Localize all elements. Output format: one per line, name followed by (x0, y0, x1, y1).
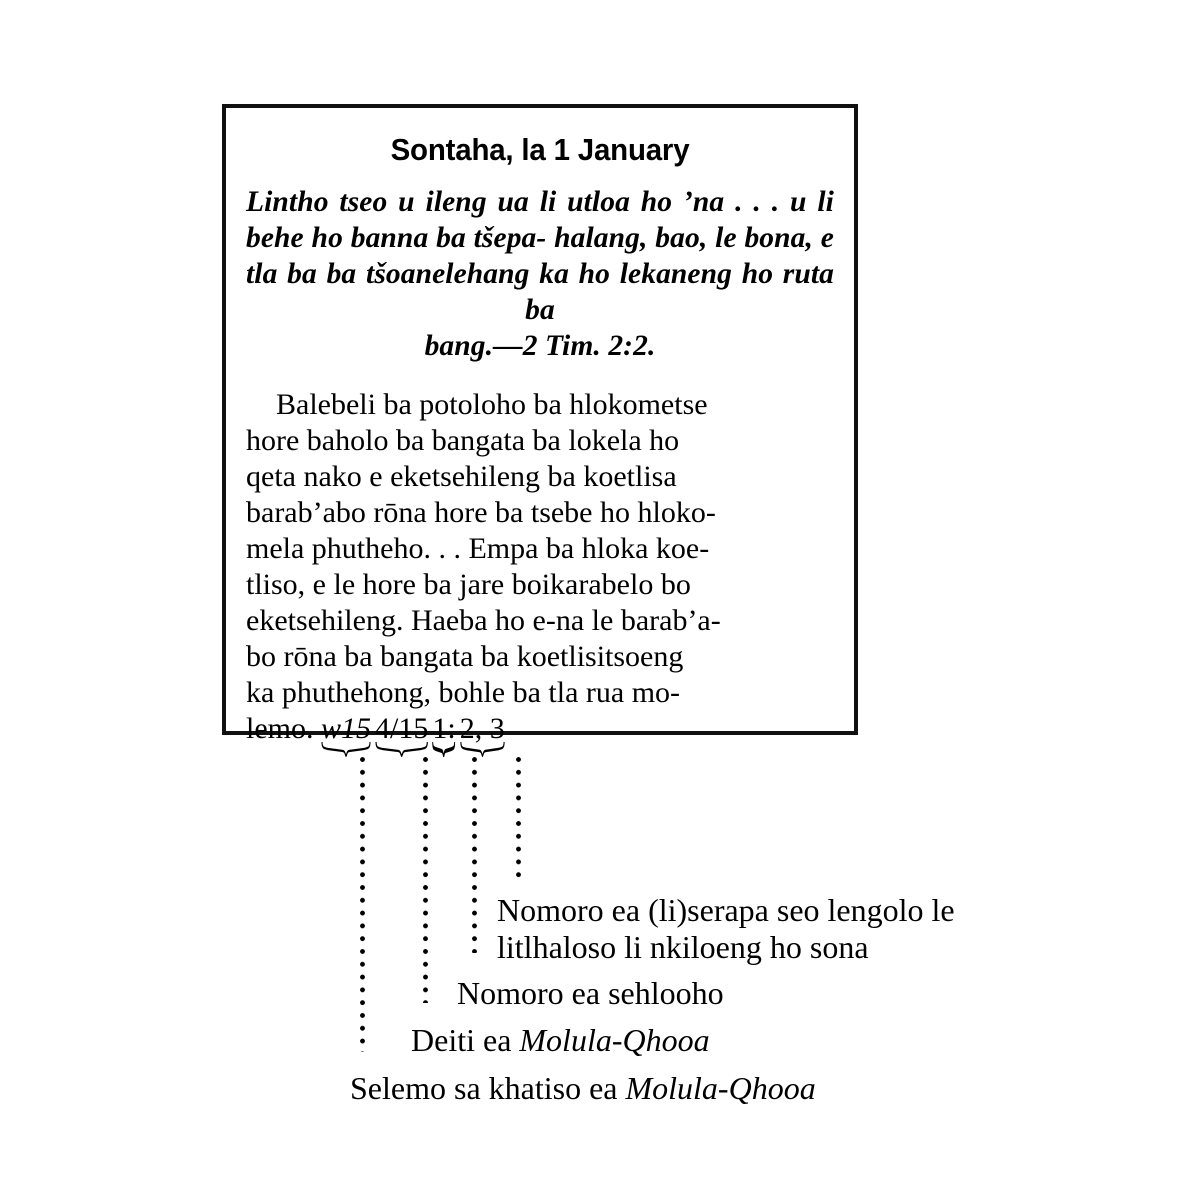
body-line-5: mela phutheho. . . Empa ba hloka koe- (246, 532, 710, 566)
citation-page-group (432, 711, 455, 747)
body-line-1: Balebeli ba potoloho ba hlokometse (276, 388, 708, 422)
citation-page-number: 1: (432, 712, 456, 746)
theme-line-1: Lintho tseo u ileng ua li utloa ho ’na (246, 186, 725, 219)
body-line-10-prefix: lemo. (246, 712, 314, 746)
leader-line-date (423, 757, 428, 1003)
day-text-box (222, 104, 858, 746)
theme-line-2: . . . u li behe ho banna ba tšepa- (246, 186, 834, 255)
annotation-issue-date-prefix: Deiti ea (411, 1022, 520, 1058)
page-title: Sontaha, la 1 January (390, 132, 690, 167)
theme-scripture-citation: bang.—2 Tim. 2:2. (424, 330, 656, 363)
annotation-paragraph-line-1: Nomoro ea (li)serapa seo lengolo le (497, 892, 955, 928)
annotation-publication-year-publication: Molula-Qhooa (625, 1070, 816, 1106)
leader-line-article (472, 757, 477, 953)
day-body-text (246, 387, 836, 747)
annotation-publication-year-prefix: Selemo sa khatiso ea (350, 1070, 626, 1106)
annotation-paragraph-line-2: litlhaloso li nkiloeng ho sona (497, 929, 869, 966)
annotation-article-number-label: Nomoro ea sehlooho (457, 975, 724, 1011)
body-line-6: tliso, e le hore ba jare boikarabelo bo (246, 568, 691, 602)
citation-paragraphs: 2, 3 (459, 712, 505, 746)
body-line-7: eketsehileng. Haeba ho e-na le barab’a- (246, 604, 721, 638)
citation-publication-group (321, 711, 371, 747)
body-line-10 (246, 712, 509, 745)
source-citation (321, 712, 509, 745)
annotation-issue-date (411, 1022, 710, 1059)
annotation-issue-date-publication: Molula-Qhooa (519, 1022, 710, 1058)
annotation-paragraph-reference (497, 892, 955, 966)
annotation-article-number (457, 975, 724, 1012)
body-line-4: barab’abo rōna hore ba tsebe ho hloko- (246, 496, 716, 530)
leader-line-year (360, 757, 365, 1052)
body-line-9: ka phuthehong, bohle ba tla rua mo- (246, 676, 681, 710)
citation-issue-group (375, 711, 428, 747)
body-line-3: qeta nako e eketsehileng ba koetlisa (246, 460, 677, 494)
body-line-2: hore baholo ba bangata ba lokela ho (246, 424, 680, 458)
citation-paragraphs-group (460, 711, 505, 747)
leader-line-paragraph (516, 757, 521, 879)
citation-issue-date: 4/15 (375, 712, 429, 746)
body-line-8: bo rōna ba bangata ba koetlisitsoeng (246, 640, 684, 674)
theme-line-4: tšoanelehang ka ho lekaneng ho ruta ba (366, 258, 835, 327)
theme-scripture-text (246, 185, 834, 365)
theme-line-3: halang, bao, le bona, e tla ba ba (246, 222, 834, 291)
citation-publication: w15 (321, 712, 372, 746)
annotation-publication-year (350, 1070, 816, 1107)
